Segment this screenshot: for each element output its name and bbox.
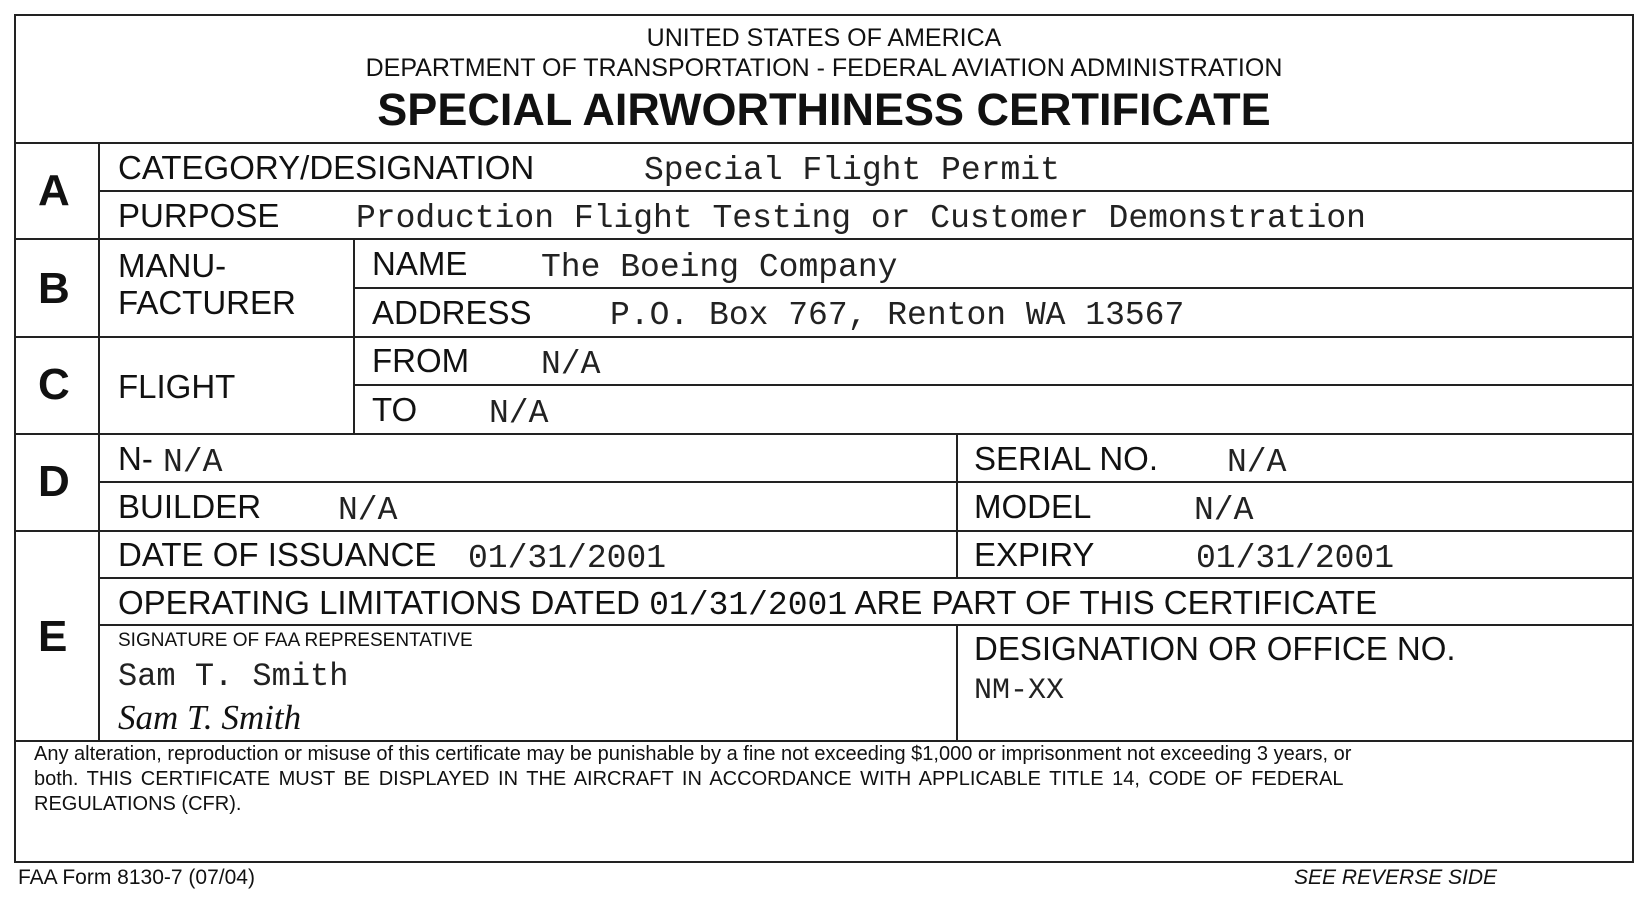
divider-e-column-bottom xyxy=(956,624,958,740)
divider-c-inner xyxy=(353,384,1632,386)
from-value: N/A xyxy=(541,346,601,383)
office-label: DESIGNATION OR OFFICE NO. xyxy=(974,630,1456,667)
flight-label: FLIGHT xyxy=(118,368,236,405)
section-letter-a: A xyxy=(38,166,70,215)
from-label: FROM xyxy=(372,342,470,379)
country-heading: UNITED STATES OF AMERICA xyxy=(646,24,1002,52)
serial-label: SERIAL NO. xyxy=(974,440,1158,477)
name-value: The Boeing Company xyxy=(541,249,898,286)
divider-ab xyxy=(16,238,1632,240)
divider-footer xyxy=(16,740,1632,742)
divider-de xyxy=(16,530,1632,532)
expiry-label: EXPIRY xyxy=(974,536,1095,573)
certificate-title: SPECIAL AIRWORTHINESS CERTIFICATE xyxy=(377,84,1271,135)
divider-b-inner xyxy=(353,287,1632,289)
category-value: Special Flight Permit xyxy=(644,152,1060,189)
issuance-label: DATE OF ISSUANCE xyxy=(118,536,437,573)
certificate-form xyxy=(14,14,1634,863)
notice-line-2: both. THIS CERTIFICATE MUST BE DISPLAYED IN THE AIRCRAFT IN ACCORDANCE WITH APPLICABLE TITLE 14, CODE OF FEDERAL xyxy=(34,768,1344,790)
model-label: MODEL xyxy=(974,488,1092,525)
divider-bc-column xyxy=(353,238,355,433)
operating-limitations-line xyxy=(118,584,1377,624)
divider-e-inner-2 xyxy=(98,624,1632,626)
reverse-side-note: SEE REVERSE SIDE xyxy=(1294,866,1498,889)
model-value: N/A xyxy=(1194,492,1254,529)
category-label: CATEGORY/DESIGNATION xyxy=(118,149,535,186)
divider-header xyxy=(16,142,1632,144)
purpose-label: PURPOSE xyxy=(118,197,280,234)
address-label: ADDRESS xyxy=(372,294,532,331)
divider-e-inner-1 xyxy=(98,577,1632,579)
divider-d-inner xyxy=(98,481,1632,483)
purpose-value: Production Flight Testing or Customer Demonstration xyxy=(356,200,1366,237)
builder-value: N/A xyxy=(338,492,398,529)
to-value: N/A xyxy=(489,395,549,432)
address-value: P.O. Box 767, Renton WA 13567 xyxy=(610,297,1185,334)
expiry-value: 01/31/2001 xyxy=(1196,540,1395,577)
name-label: NAME xyxy=(372,245,468,282)
manufacturer-label-line1: MANU- xyxy=(118,247,227,284)
serial-value: N/A xyxy=(1227,444,1287,481)
n-number-label: N- xyxy=(118,440,153,477)
notice-line-1: Any alteration, reproduction or misuse of this certificate may be punishable by a fine not exceeding $1,000 or imprisonment not exceeding 3 years, or xyxy=(34,743,1352,765)
divider-a-inner xyxy=(98,190,1632,192)
manufacturer-label-line2: FACTURER xyxy=(118,284,296,321)
issuance-value: 01/31/2001 xyxy=(468,540,667,577)
to-label: TO xyxy=(372,391,418,428)
n-number-value: N/A xyxy=(163,444,223,481)
section-letter-e: E xyxy=(38,612,68,661)
operating-limitations-label: OPERATING LIMITATIONS DATED xyxy=(118,584,640,621)
builder-label: BUILDER xyxy=(118,488,262,525)
form-number: FAA Form 8130-7 (07/04) xyxy=(18,866,255,889)
section-letter-d: D xyxy=(38,457,70,506)
handwritten-signature: Sam T. Smith xyxy=(118,698,302,737)
section-letter-c: C xyxy=(38,360,70,409)
section-letter-b: B xyxy=(38,264,70,313)
operating-limitations-date: 01/31/2001 xyxy=(649,587,848,624)
office-value: NM-XX xyxy=(974,674,1065,708)
divider-cd xyxy=(16,433,1632,435)
signature-typed-name: Sam T. Smith xyxy=(118,658,349,695)
divider-bc xyxy=(16,336,1632,338)
department-heading: DEPARTMENT OF TRANSPORTATION - FEDERAL AVIATION ADMINISTRATION xyxy=(365,54,1283,82)
divider-section-column xyxy=(98,142,100,740)
notice-line-3: REGULATIONS (CFR). xyxy=(34,793,242,815)
operating-limitations-suffix: ARE PART OF THIS CERTIFICATE xyxy=(854,584,1378,621)
signature-label: SIGNATURE OF FAA REPRESENTATIVE xyxy=(118,630,473,651)
divider-de-column-top xyxy=(956,433,958,577)
